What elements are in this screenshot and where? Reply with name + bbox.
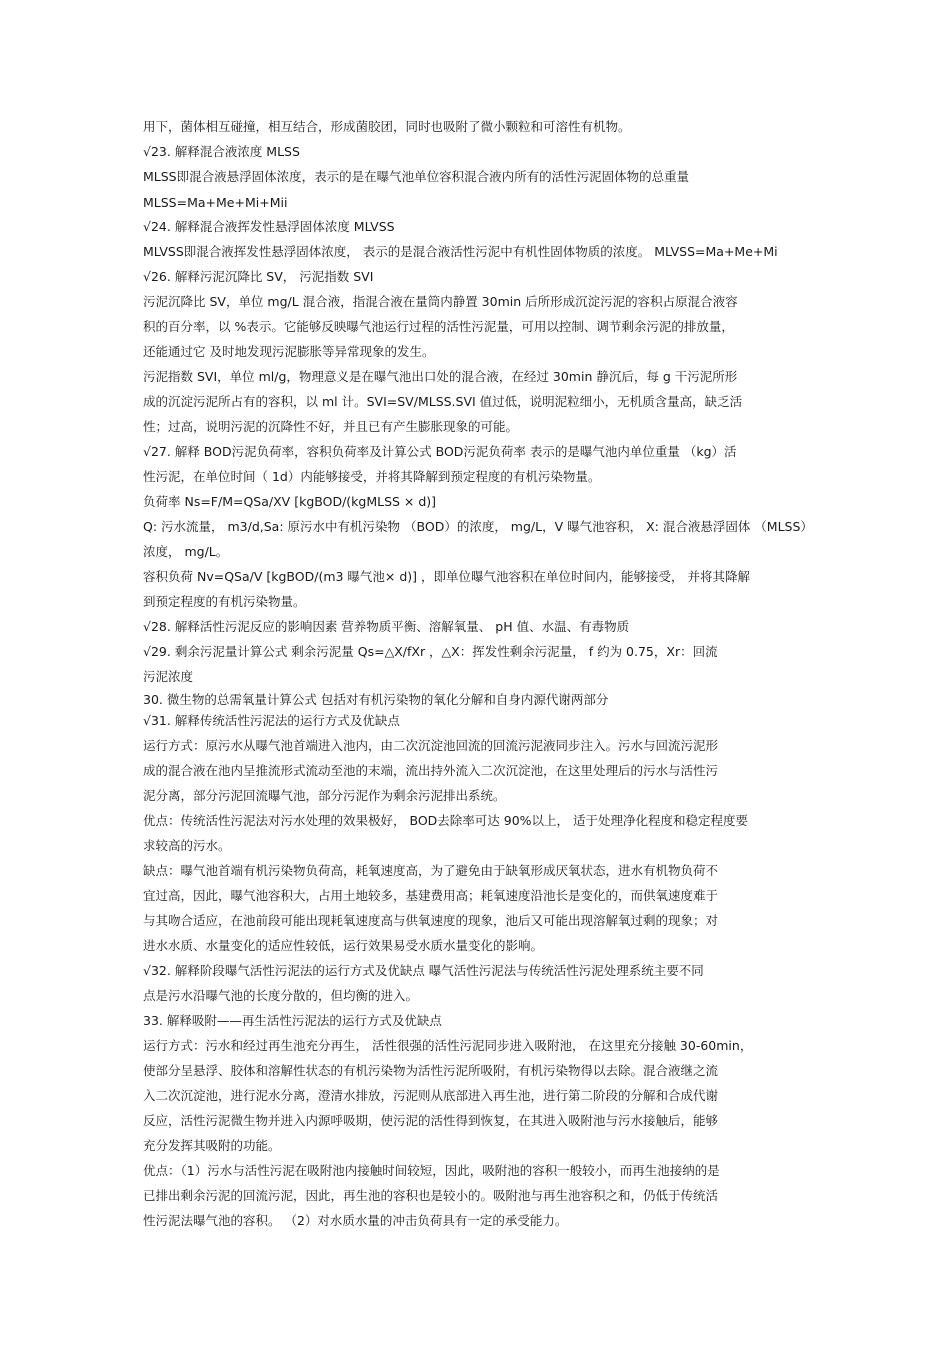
text-line: 运行方式：污水和经过再生池充分再生， 活性很强的活性污泥同步进入吸附池， 在这里充分接触 30-60min， <box>143 1038 753 1053</box>
text-line: 与其吻合适应，在池前段可能出现耗氧速度高与供氧速度的现象，池后又可能出现溶解氧过剩的现象；对 <box>143 913 719 928</box>
text-line: 用下，菌体相互碰撞，相互结合，形成菌胶团，同时也吸附了微小颗粒和可溶性有机物。 <box>143 119 631 134</box>
text-line: 已排出剩余污泥的回流污泥，因此，再生池的容积也是较小的。吸附池与再生池容积之和，仍低于传统活 <box>143 1188 719 1203</box>
text-line: 到预定程度的有机污染物量。 <box>143 594 306 609</box>
text-line: 优点：（1）污水与活性污泥在吸附池内接触时间较短，因此，吸附池的容积一般较小，而再生池接纳的是 <box>143 1163 720 1178</box>
text-line: 缺点：曝气池首端有机污染物负荷高，耗氧速度高，为了避免由于缺氧形成厌氧状态，进水有机物负荷不 <box>143 863 719 878</box>
question-heading: √29. 剩余污泥量计算公式 剩余污泥量 Qs=△X/fXr ，△X：挥发性剩余污泥量， f 约为 0.75，Xr：回流 <box>143 644 718 659</box>
question-heading: 33. 解释吸附——再生活性污泥法的运行方式及优缺点 <box>143 1013 442 1028</box>
text-line: 成的混合液在池内呈推流形式流动至池的末端，流出持外流入二次沉淀池，在这里处理后的污水与活性污 <box>143 763 719 778</box>
question-heading: √26. 解释污泥沉降比 SV， 污泥指数 SVI <box>143 269 374 284</box>
text-line: MLSS即混合液悬浮固体浓度，表示的是在曝气池单位容积混合液内所有的活性污泥固体物的总重量 <box>143 169 690 184</box>
text-line: 充分发挥其吸附的功能。 <box>143 1138 281 1153</box>
question-heading: √32. 解释阶段曝气活性污泥法的运行方式及优缺点 曝气活性污泥法与传统活性污泥处理系统主要不同 <box>143 963 704 978</box>
question-heading: √31. 解释传统活性污泥法的运行方式及优缺点 <box>143 713 400 728</box>
text-line: 污泥浓度 <box>143 669 194 684</box>
question-heading: √24. 解释混合液挥发性悬浮固体浓度 MLVSS <box>143 219 395 234</box>
text-line: Q: 污水流量， m3/d,Sa: 原污水中有机污染物 （BOD）的浓度， mg/L，V 曝气池容积， X: 混合液悬浮固体 （MLSS） <box>143 519 813 534</box>
text-line: 性污泥，在单位时间（ 1d）内能够接受，并将其降解到预定程度的有机污染物量。 <box>143 469 601 484</box>
text-line: 使部分呈悬浮、胶体和溶解性状态的有机污染物为活性污泥所吸附，有机污染物得以去除。混合液继之流 <box>143 1063 719 1078</box>
text-line: 污泥指数 SVI，单位 ml/g，物理意义是在曝气池出口处的混合液，在经过 30min 静沉后，每 g 干污泥所形 <box>143 369 738 384</box>
text-line: 性污泥法曝气池的容积。 （2）对水质水量的冲击负荷具有一定的承受能力。 <box>143 1213 568 1228</box>
text-line: MLVSS即混合液挥发性悬浮固体浓度， 表示的是混合液活性污泥中有机性固体物质的浓度。 MLVSS=Ma+Me+Mi <box>143 244 778 259</box>
formula-line: 容积负荷 Nv=QSa/V [kgBOD/(m3 曝气池× d)] ，即单位曝气池容积在单位时间内，能够接受， 并将其降解 <box>143 569 751 584</box>
formula-line: 负荷率 Ns=F/M=QSa/XV [kgBOD/(kgMLSS × d)] <box>143 494 437 509</box>
text-line: 成的沉淀污泥所占有的容积，以 ml 计。SVI=SV/MLSS.SVI 值过低，说明泥粒细小，无机质含量高，缺乏活 <box>143 394 743 409</box>
text-line: 反应，活性污泥微生物并进入内源呼吸期，使污泥的活性得到恢复，在其进入吸附池与污水接触后，能够 <box>143 1113 719 1128</box>
text-line: 点是污水沿曝气池的长度分散的，但均衡的进入。 <box>143 988 419 1003</box>
text-line: 积的百分率，以 %表示。它能够反映曝气池运行过程的活性污泥量，可用以控制、调节剩余污泥的排放量， <box>143 319 734 334</box>
text-line: 还能通过它 及时地发现污泥膨胀等异常现象的发生。 <box>143 344 435 359</box>
text-line: 宜过高，因此，曝气池容积大，占用土地较多，基建费用高；耗氧速度沿池长是变化的，而供氧速度难于 <box>143 888 719 903</box>
text-line: 求较高的污水。 <box>143 838 231 853</box>
text-line: 进水水质、水量变化的适应性较低，运行效果易受水质水量变化的影响。 <box>143 938 544 953</box>
question-heading: 30. 微生物的总需氧量计算公式 包括对有机污染物的氧化分解和自身内源代谢两部分 <box>143 692 609 707</box>
text-line: 性；过高，说明污泥的沉降性不好，并且已有产生膨胀现象的可能。 <box>143 419 519 434</box>
text-line: 泥分离，部分污泥回流曝气池，部分污泥作为剩余污泥排出系统。 <box>143 788 506 803</box>
formula-line: MLSS=Ma+Me+Mi+Mii <box>143 195 288 210</box>
text-line: 优点：传统活性污泥法对污水处理的效果极好， BOD去除率可达 90%以上， 适于处理净化程度和稳定程度要 <box>143 813 749 828</box>
text-line: 浓度， mg/L。 <box>143 544 229 559</box>
question-heading: √23. 解释混合液浓度 MLSS <box>143 144 300 159</box>
question-heading: √28. 解释活性污泥反应的影响因素 营养物质平衡、溶解氧量、 pH 值、水温、有毒物质 <box>143 619 630 634</box>
question-heading: √27. 解释 BOD污泥负荷率，容积负荷率及计算公式 BOD污泥负荷率 表示的是曝气池内单位重量 （kg）活 <box>143 444 737 459</box>
text-line: 污泥沉降比 SV，单位 mg/L 混合液，指混合液在量筒内静置 30min 后所形成沉淀污泥的容积占原混合液容 <box>143 294 738 309</box>
text-line: 入二次沉淀池，进行泥水分离，澄清水排放，污泥则从底部进入再生池，进行第二阶段的分解和合成代谢 <box>143 1088 719 1103</box>
text-line: 运行方式：原污水从曝气池首端进入池内，由二次沉淀池回流的回流污泥液同步注入。污水与回流污泥形 <box>143 738 719 753</box>
